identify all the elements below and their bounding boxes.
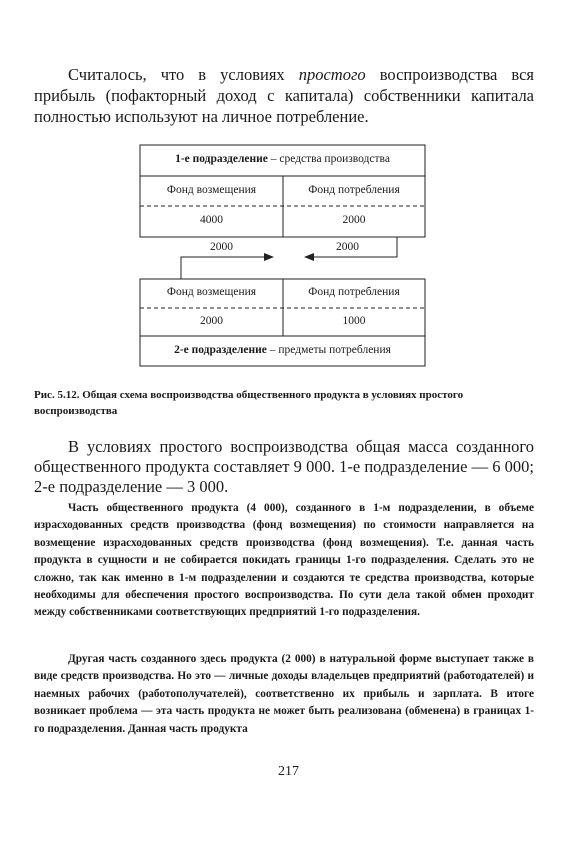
intro-text-start: Считалось, что в условиях (68, 65, 299, 84)
figure-caption (34, 387, 534, 419)
division2-col2-value: 1000 (342, 315, 366, 327)
page-number: 217 (278, 764, 299, 779)
figure-caption-text: Общая схема воспроизводства общественного продукта в условиях простого воспроизводства (34, 389, 464, 417)
division1-col1-value: 4000 (200, 214, 223, 226)
body-paragraph-2: Другая часть созданного здесь продукта (2 000) в натуральной форме выступает также в виде средств производства. Но это — личные доходы владельцев предприятий (работодателей) и наемных рабочих (работополучателей), соответственно их прибыль и зарплата. В итоге возникает проблема — эта часть продукта не может быть реализована (обменена) в границах 1-го подразделения. Данная часть продукта (34, 653, 534, 735)
reproduction-diagram (0, 0, 577, 380)
division2-col2-header: Фонд потребления (308, 286, 400, 298)
arrow-left-label: 2000 (210, 241, 233, 253)
division1-col1-header: Фонд возмещения (166, 184, 257, 196)
division2-col1-header: Фонд возмещения (166, 286, 257, 298)
division2-col1-value: 2000 (200, 315, 223, 327)
arrow-right-head (304, 253, 314, 261)
arrow-left-head (264, 253, 274, 261)
division1-col2-value: 2000 (342, 214, 366, 226)
intro-text-end: воспроизводства вся прибыль (пофакторный доход с капитала) собственники капитала полностью используют на личное потребление. (34, 65, 535, 126)
division1-col2-header: Фонд потребления (308, 184, 400, 196)
arrow-left-line (181, 257, 266, 279)
body-paragraph-1: Часть общественного продукта (4 000), созданного в 1-м подразделении, в объеме израсходованных средств производства (фонд возмещения) по стоимости направляется на возмещение израсходованных средств производства (фонд возмещения). Т.е. данная часть продукта в сущности и не собирается покидать границы 1-го подразделения. Сделать это не сложно, так как именно в 1-м подразделении и создаются те средства производства, которые необходимы для обеспечения простого воспроизводства. По сути дела такой обмен проходит между собственниками соответствующих предприятий 1-го подразделения. (34, 502, 534, 619)
summary-paragraph: В условиях простого воспроизводства общая масса созданного общественного продукта составляет 9 000. 1-е подразделение — 6 000; 2-е подразделение — 3 000. (34, 437, 534, 496)
intro-italic-word: простого (298, 65, 366, 84)
arrow-right-label: 2000 (336, 241, 359, 253)
division2-title: 2-е подразделение – предметы потребления (174, 344, 391, 356)
figure-caption-label: Рис. 5.12. (34, 389, 80, 401)
division1-title: 1-е подразделение – средства производства (175, 153, 390, 165)
